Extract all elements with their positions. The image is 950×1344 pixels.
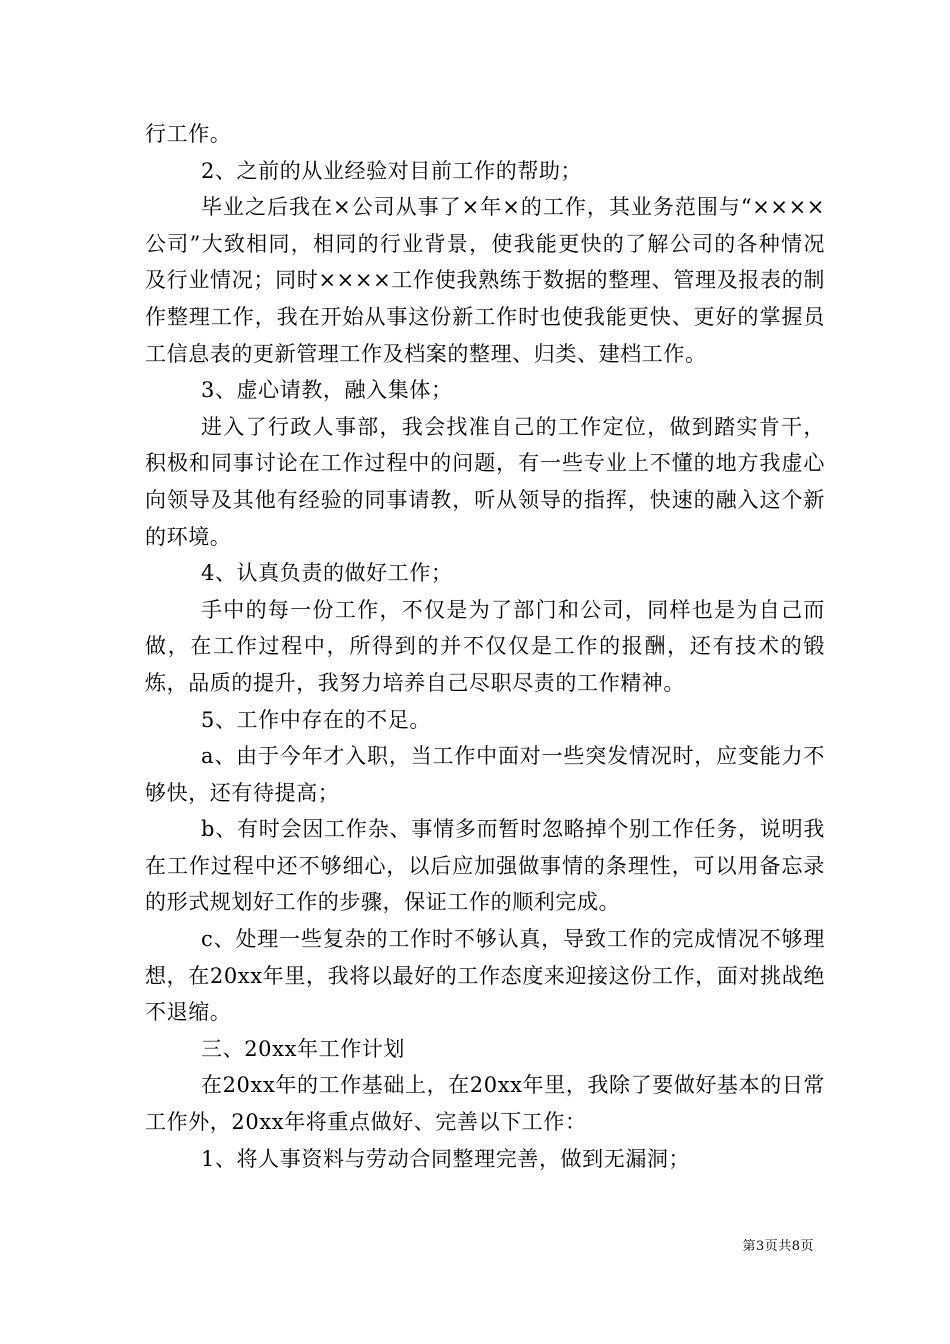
paragraph: 在20xx年的工作基础上，在20xx年里，我除了要做好基本的日常工作外，20xx年将重点做好、完善以下工作： (145, 1073, 826, 1135)
document-body (145, 116, 825, 1177)
paragraph-list-item: b、有时会因工作杂、事情多而暂时忽略掉个别工作任务，说明我在工作过程中还不够细心，以后应加强做事情的条理性，可以用备忘录的形式规划好工作的步骤，保证工作的顺利完成。 (145, 817, 825, 915)
paragraph: 手中的每一份工作，不仅是为了部门和公司，同样也是为自己而做，在工作过程中，所得到的并不仅仅是工作的报酬，还有技术的锻炼，品质的提升，我努力培养自己尽职尽责的工作精神。 (145, 597, 825, 695)
paragraph-list-item: c、处理一些复杂的工作时不够认真，导致工作的完成情况不够理想，在20xx年里，我将以最好的工作态度来迎接这份工作，面对挑战绝不退缩。 (145, 927, 825, 1025)
page-number: 第3页共8页 (742, 1239, 814, 1254)
paragraph: 毕业之后我在×公司从事了×年×的工作，其业务范围与“××××公司”大致相同，相同的行业背景，使我能更快的了解公司的各种情况及行业情况；同时××××工作使我熟练于数据的整理、管理及报表的制作整理工作，我在开始从事这份新工作时也使我能更快、更好的掌握员工信息表的更新管理工作及档案的整理、归类、建档工作。 (145, 195, 825, 366)
paragraph: 进入了行政人事部，我会找准自己的工作定位，做到踏实肯干，积极和同事讨论在工作过程中的问题，有一些专业上不懂的地方我虚心向领导及其他有经验的同事请教，听从领导的指挥，快速的融入这个新的环境。 (145, 414, 825, 549)
paragraph-heading: 3、虚心请教，融入集体； (201, 378, 453, 403)
section-heading: 三、20xx年工作计划 (201, 1036, 406, 1061)
paragraph-heading: 2、之前的从业经验对目前工作的帮助； (201, 158, 583, 183)
paragraph-heading: 4、认真负责的做好工作； (201, 561, 453, 586)
paragraph-list-item: 1、将人事资料与劳动合同整理完善，做到无漏洞； (201, 1146, 691, 1171)
paragraph-list-item: a、由于今年才入职，当工作中面对一些突发情况时，应变能力不够快，还有待提高； (145, 744, 825, 805)
paragraph-heading: 5、工作中存在的不足。 (201, 707, 431, 732)
paragraph: 行工作。 (145, 122, 232, 146)
